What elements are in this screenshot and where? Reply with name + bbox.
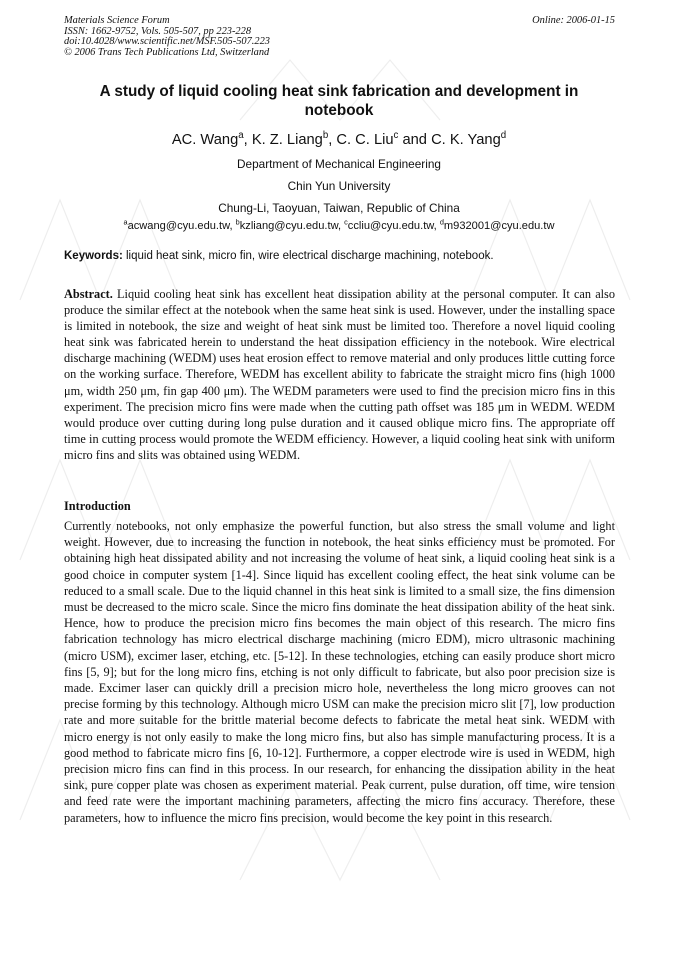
journal-name: Materials Science Forum	[64, 15, 170, 26]
email-address[interactable]: acwang@cyu.edu.tw	[127, 220, 230, 232]
author-emails: $^a$acwang@cyu.edu.tw, $^b$kzliang@cyu.edu.tw, $^c$ccliu@cyu.edu.tw, $^d$m932001@cyu.edu.tw	[123, 217, 555, 232]
author-marker: b	[322, 130, 329, 142]
author-list: AC. Wang$^a$, K. Z. Liang$^b$, C. C. Liu$^c$ and C. K. Yang$^d$	[171, 130, 507, 148]
author-name: C. C. Liu	[336, 132, 394, 148]
keywords	[64, 249, 618, 263]
issn-line: ISSN: 1662-9752, Vols. 505-507, pp 223-228	[64, 25, 252, 37]
introduction-paragraph: Currently notebooks, not only emphasize the powerful function, but also stress the small volume and light weight. However, due to increasing the function in notebook, the heat sinks efficiency must be promoted. For obtaining high heat dissipated ability and not increasing the volume of heat sink, a liquid cooling heat sink is a good choice in computer system [1-4]. Since liquid has excellent cooling effect, the heat sink volume can be reduced to a small scale. Due to the liquid channel in this heat sink is limited to a small size, the fins dimension must be decreased to the micro scale. Since the micro fins dominate the heat dissipation ability of the heat sink. Hence, how to produce the precision micro fins becomes the main object of this research. The micro fins fabrication technology has micro electrical discharge machining (micro EDM), micro ultrasonic machining (micro USM), excimer laser, etching, etc. [5-12]. In these technologies, etching can easily produce short micro fins [5, 9]; but for the long micro fins, etching is not only difficult to fabricate, but also poor precision size is made. Excimer laser can quickly drill a precision micro hole, nevertheless the long micro grooves can not precise forming by this technology. Although micro USM can make the precision micro slit [7], low production rate and more suitable for the brittle material become defects to fabricate the metal heat sink. WEDM with micro energy is not only easily to make the long micro fins, but also has simple manufacturing process. It is a good method to fabricate micro fins [6, 10-12]. Furthermore, a copper electrode wire is used in WEDM, high precision micro fins can find in this process. In our research, for enhancing the dissipation ability in the heat sink, pure copper plate was chosen as experiment material. Peak current, pulse duration, off time, wire tension and feed rate were the important machining parameters, affecting the micro fins accuracy. Therefore, these parameters, how to influence the micro fins precision, would become the key point in this research.	[64, 519, 615, 825]
author-name: C. K. Yang	[431, 132, 501, 148]
keywords-label: Keywords:	[64, 250, 123, 262]
abstract-text: Liquid cooling heat sink has excellent heat dissipation ability at the personal computer. It can also produce the similar effect at the notebook when the same heat sink is used. However, under the installing space is limited in notebook, the size and weight of heat sink must be limited too. Therefore a novel liquid cooling heat sink was fabricated herein to understand the heat dissipation efficiency in the notebook. Wire electrical discharge machining (WEDM) uses heat erosion effect to remove material and only produces little cutting force on the working surface. Therefore, WEDM has excellent ability to fabricate the straight micro fins (high 1000 μm, width 250 μm, fin gap 400 μm). The WEDM parameters were used to find the precision micro fins in this experiment. The precision micro fins were made when the cutting path offset was 185 μm in WEDM. WEDM would produce over cutting during long pulse duration and it caused oblique micro fins. The appropriate off time in cutting process would promote the WEDM efficiency. However, a liquid cooling heat sink with uniform micro fins and slits was obtained using WEDM.	[64, 287, 615, 462]
email-marker: c	[344, 217, 348, 227]
author-marker: a	[238, 130, 244, 142]
email-address[interactable]: m932001@cyu.edu.tw	[443, 220, 555, 232]
email-address[interactable]: kzliang@cyu.edu.tw	[239, 220, 338, 232]
paper-title: A study of liquid cooling heat sink fabrication and development in notebook	[99, 83, 579, 119]
online-date: Online: 2006-01-15	[532, 15, 615, 26]
author-name: K. Z. Liang	[251, 132, 323, 148]
email-address[interactable]: ccliu@cyu.edu.tw	[347, 220, 434, 232]
affiliation-university: Chin Yun University	[287, 179, 391, 193]
author-marker: c	[393, 130, 399, 142]
copyright-line: © 2006 Trans Tech Publications Ltd, Switzerland	[64, 46, 270, 58]
email-marker: a	[123, 217, 128, 227]
author-marker: d	[500, 130, 507, 142]
doi-line: doi:10.4028/www.scientific.net/MSF.505-507.223	[64, 36, 270, 48]
affiliation-address: Chung-Li, Taoyuan, Taiwan, Republic of China	[218, 201, 460, 215]
email-marker: b	[235, 217, 240, 227]
abstract-label: Abstract.	[64, 287, 113, 301]
author-name: AC. Wang	[171, 132, 239, 148]
introduction-heading: Introduction	[64, 499, 131, 513]
affiliation-department: Department of Mechanical Engineering	[237, 157, 441, 171]
journal-header	[64, 16, 615, 58]
abstract-paragraph	[64, 286, 615, 463]
email-marker: d	[439, 217, 444, 227]
keywords-text: liquid heat sink, micro fin, wire electrical discharge machining, notebook.	[122, 250, 494, 262]
